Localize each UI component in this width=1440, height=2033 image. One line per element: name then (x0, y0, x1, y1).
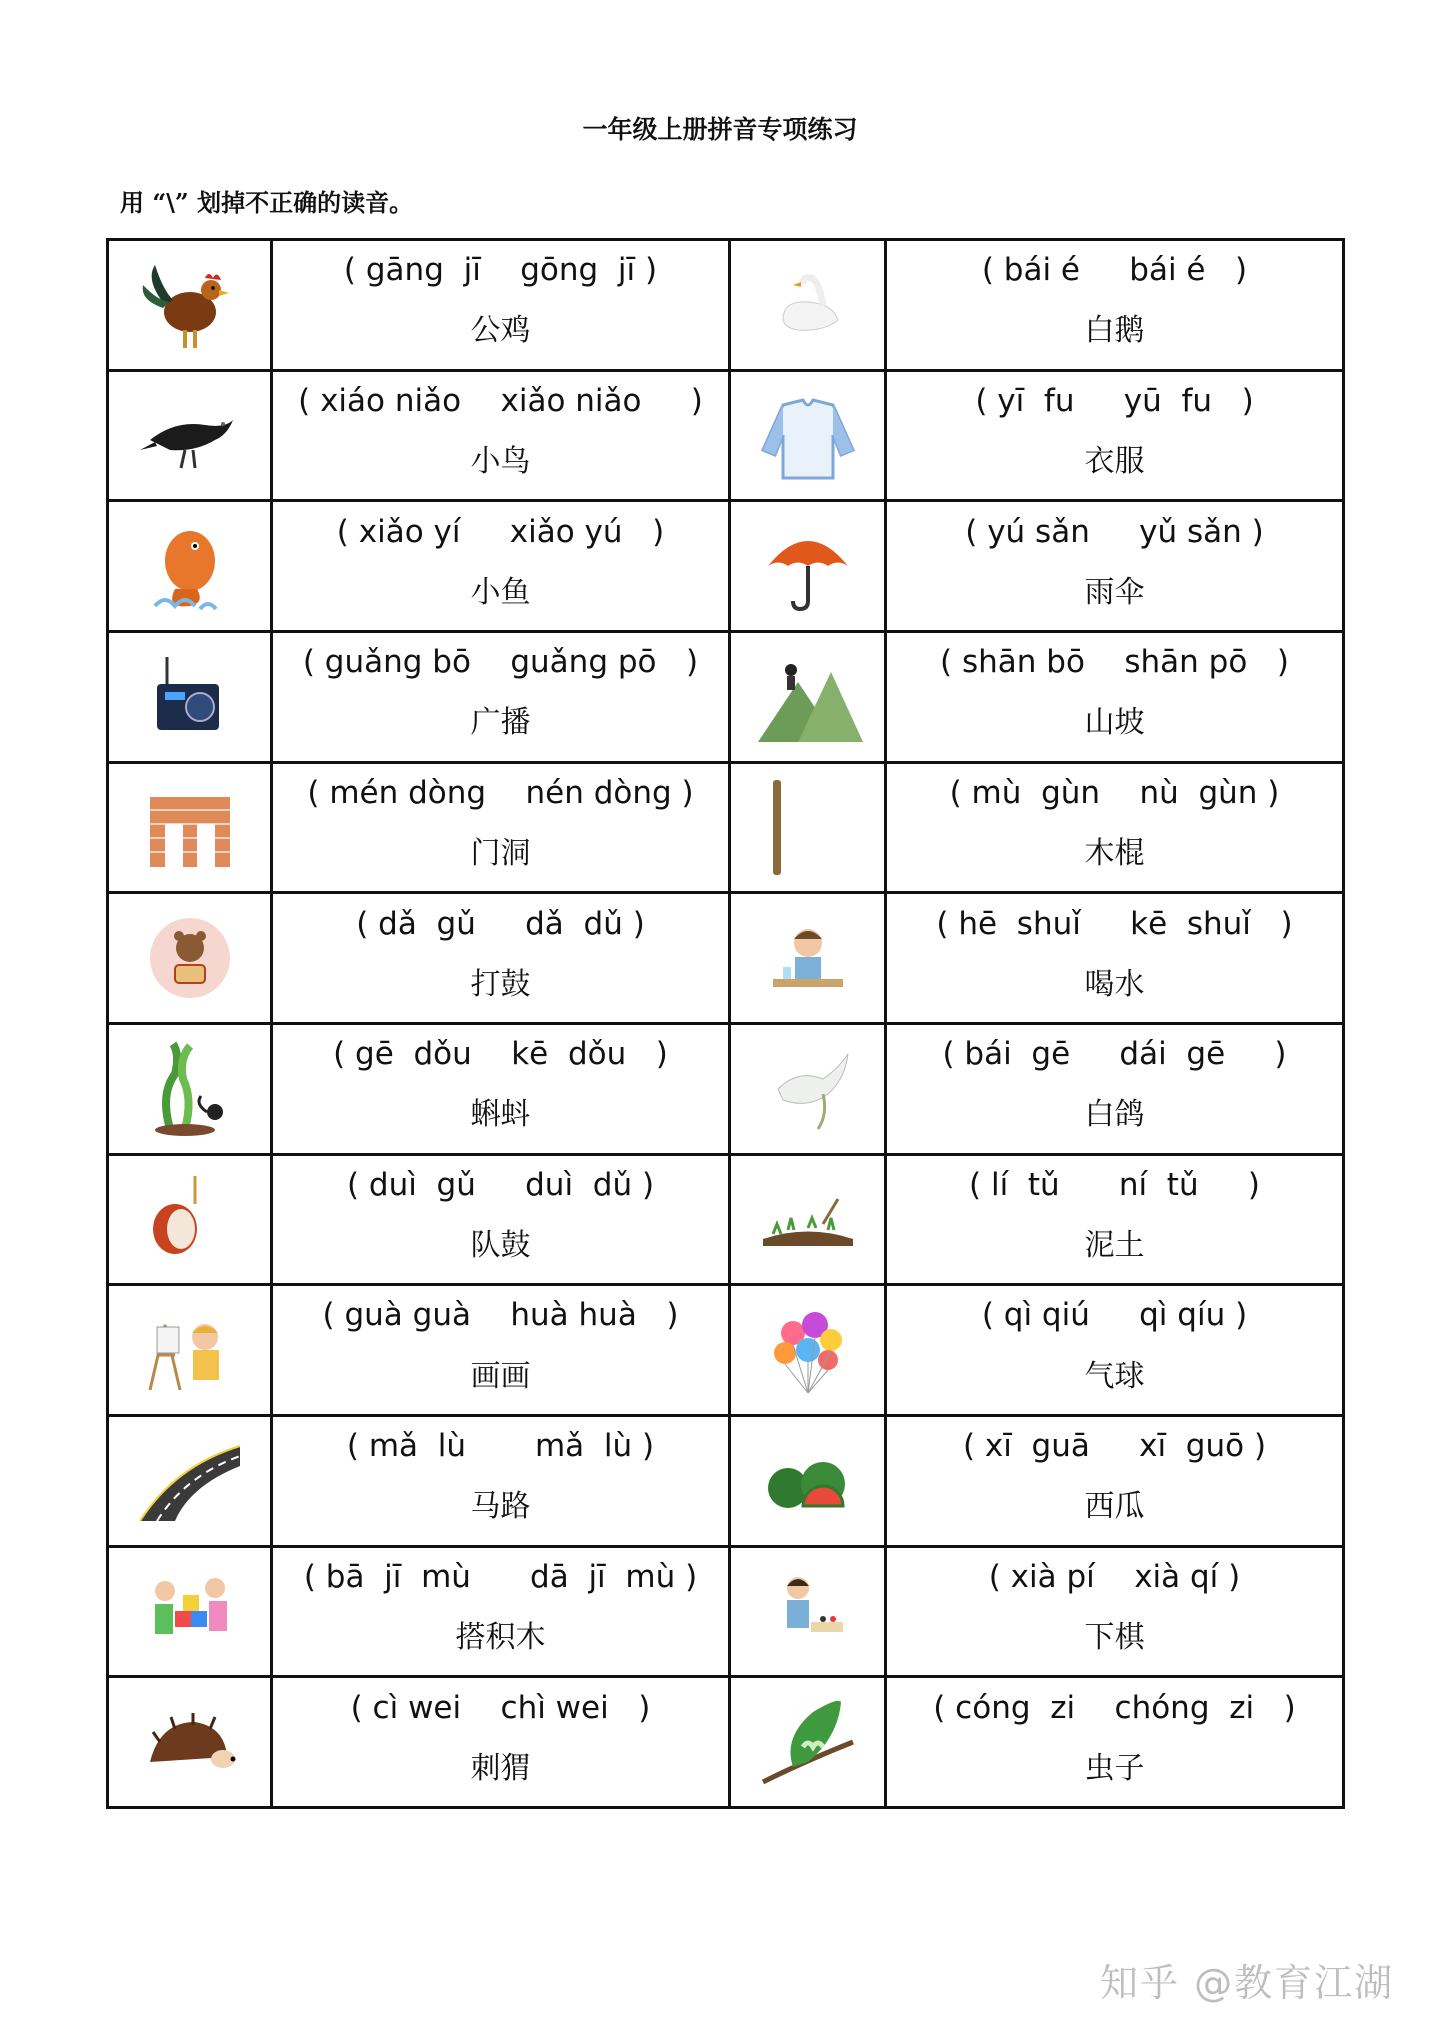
answer-cell (272, 240, 730, 371)
chinese-word: 雨伞 (1084, 574, 1145, 610)
picture-cell (108, 1677, 272, 1808)
soil-icon (753, 1164, 863, 1274)
picture-cell (730, 240, 886, 371)
pinyin-options[interactable]: ( qì qiú qì qíu ) (981, 1297, 1248, 1334)
radio-icon (135, 642, 245, 752)
shirt-icon (753, 380, 863, 490)
answer-cell (272, 501, 730, 632)
exercise-row (108, 1023, 1344, 1154)
pinyin-options[interactable]: ( hē shuǐ kē shuǐ ) (936, 905, 1293, 942)
answer-cell (886, 631, 1344, 762)
chinese-word: 衣服 (1084, 444, 1145, 480)
answer-cell (886, 240, 1344, 371)
chinese-word: 泥土 (1084, 1228, 1145, 1264)
chinese-word: 西瓜 (1084, 1489, 1145, 1525)
exercise-row (108, 240, 1344, 371)
answer-cell (272, 370, 730, 501)
pinyin-options[interactable]: ( yī fu yū fu ) (975, 382, 1254, 419)
chinese-word: 气球 (1084, 1358, 1145, 1394)
road-icon (135, 1426, 245, 1536)
drinking-boy-icon (753, 903, 863, 1013)
pinyin-options[interactable]: ( gē dǒu kē dǒu ) (333, 1036, 668, 1073)
answer-cell (886, 893, 1344, 1024)
picture-cell (108, 631, 272, 762)
picture-cell (730, 1546, 886, 1677)
pinyin-exercise-table (106, 238, 1345, 1809)
picture-cell (108, 1154, 272, 1285)
pinyin-options[interactable]: ( yú sǎn yǔ sǎn ) (965, 513, 1264, 550)
exercise-row (108, 1415, 1344, 1546)
picture-cell (730, 1285, 886, 1416)
answer-cell (272, 631, 730, 762)
exercise-row (108, 501, 1344, 632)
answer-cell (886, 1677, 1344, 1808)
pinyin-options[interactable]: ( xiǎo yí xiǎo yú ) (336, 513, 665, 550)
chess-player-icon (753, 1556, 863, 1666)
pinyin-options[interactable]: ( mù gùn nù gùn ) (949, 774, 1280, 811)
answer-cell (886, 1023, 1344, 1154)
picture-cell (730, 1023, 886, 1154)
picture-cell (108, 501, 272, 632)
answer-cell (886, 1546, 1344, 1677)
exercise-row (108, 631, 1344, 762)
watermelon-icon (753, 1426, 863, 1536)
picture-cell (730, 370, 886, 501)
pinyin-options[interactable]: ( cóng zi chóng zi ) (933, 1689, 1296, 1726)
pinyin-options[interactable]: ( xī guā xī guō ) (962, 1428, 1267, 1465)
swan-icon (753, 250, 863, 360)
chinese-word: 白鹅 (1084, 313, 1145, 349)
answer-cell (272, 1546, 730, 1677)
hedgehog-icon (135, 1687, 245, 1797)
chinese-word: 公鸡 (470, 313, 531, 349)
rooster-icon (135, 250, 245, 360)
chinese-word: 小鱼 (470, 574, 531, 610)
chinese-word: 搭积木 (455, 1619, 546, 1655)
fish-icon (135, 511, 245, 621)
picture-cell (108, 762, 272, 893)
chinese-word: 山坡 (1084, 705, 1145, 741)
answer-cell (886, 370, 1344, 501)
chinese-word: 打鼓 (470, 966, 531, 1002)
pinyin-options[interactable]: ( mén dòng nén dòng ) (307, 774, 694, 811)
exercise-row (108, 1285, 1344, 1416)
picture-cell (108, 1546, 272, 1677)
answer-cell (272, 762, 730, 893)
dove-icon (753, 1034, 863, 1144)
chinese-word: 广播 (470, 705, 531, 741)
pinyin-options[interactable]: ( guǎng bō guǎng pō ) (302, 644, 699, 681)
picture-cell (730, 893, 886, 1024)
crow-icon (135, 380, 245, 490)
picture-cell (730, 1677, 886, 1808)
exercise-row (108, 1546, 1344, 1677)
picture-cell (108, 1023, 272, 1154)
chinese-word: 队鼓 (470, 1228, 531, 1264)
pinyin-options[interactable]: ( guà guà huà huà ) (322, 1297, 679, 1334)
brick-arch-icon (135, 772, 245, 882)
pinyin-options[interactable]: ( dǎ gǔ dǎ dǔ ) (356, 905, 645, 942)
caterpillar-icon (753, 1687, 863, 1797)
painting-kid-icon (135, 1295, 245, 1405)
chinese-word: 刺猬 (470, 1750, 531, 1786)
answer-cell (886, 762, 1344, 893)
building-blocks-icon (135, 1556, 245, 1666)
pinyin-options[interactable]: ( lí tǔ ní tǔ ) (969, 1166, 1260, 1203)
answer-cell (272, 1023, 730, 1154)
pinyin-options[interactable]: ( gāng jī gōng jī ) (343, 252, 658, 289)
picture-cell (108, 893, 272, 1024)
stick-icon (753, 772, 863, 882)
answer-cell (886, 1285, 1344, 1416)
picture-cell (108, 1285, 272, 1416)
answer-cell (272, 1154, 730, 1285)
chinese-word: 画画 (470, 1358, 531, 1394)
umbrella-icon (753, 511, 863, 621)
instruction-text: 用 “\” 划掉不正确的读音。 (120, 188, 414, 217)
bear-drum-icon (135, 903, 245, 1013)
watermark: 知乎 @教育江湖 (1100, 1961, 1395, 2005)
picture-cell (108, 1415, 272, 1546)
chinese-word: 门洞 (470, 836, 531, 872)
picture-cell (730, 1415, 886, 1546)
exercise-row (108, 370, 1344, 501)
pinyin-options[interactable]: ( mǎ lù mǎ lù ) (346, 1428, 655, 1465)
exercise-row (108, 893, 1344, 1024)
answer-cell (886, 1154, 1344, 1285)
chinese-word: 虫子 (1084, 1750, 1145, 1786)
chinese-word: 马路 (470, 1489, 531, 1525)
exercise-row (108, 1677, 1344, 1808)
pinyin-options[interactable]: ( xiáo niǎo xiǎo niǎo ) (298, 382, 703, 419)
tadpole-icon (135, 1034, 245, 1144)
answer-cell (886, 1415, 1344, 1546)
picture-cell (730, 631, 886, 762)
chinese-word: 白鸽 (1084, 1097, 1145, 1133)
pinyin-options[interactable]: ( cì wei chì wei ) (350, 1689, 651, 1726)
picture-cell (730, 1154, 886, 1285)
pinyin-options[interactable]: ( shān bō shān pō ) (940, 644, 1289, 681)
pinyin-options[interactable]: ( xià pí xià qí ) (988, 1558, 1241, 1595)
picture-cell (108, 370, 272, 501)
pinyin-options[interactable]: ( bái gē dái gē ) (942, 1036, 1287, 1073)
chinese-word: 蝌蚪 (470, 1097, 531, 1133)
chinese-word: 下棋 (1084, 1619, 1145, 1655)
chinese-word: 喝水 (1084, 966, 1145, 1002)
page-title: 一年级上册拼音专项练习 (582, 115, 858, 144)
exercise-row (108, 762, 1344, 893)
picture-cell (730, 501, 886, 632)
drum-icon (135, 1164, 245, 1274)
answer-cell (272, 893, 730, 1024)
picture-cell (108, 240, 272, 371)
pinyin-options[interactable]: ( bái é bái é ) (981, 252, 1248, 289)
chinese-word: 木棍 (1084, 836, 1145, 872)
pinyin-options[interactable]: ( duì gǔ duì dǔ ) (346, 1166, 655, 1203)
answer-cell (272, 1677, 730, 1808)
chinese-word: 小鸟 (470, 444, 531, 480)
answer-cell (272, 1285, 730, 1416)
picture-cell (730, 762, 886, 893)
exercise-row (108, 1154, 1344, 1285)
hill-icon (753, 642, 863, 752)
pinyin-options[interactable]: ( bā jī mù dā jī mù ) (303, 1558, 698, 1595)
balloons-icon (753, 1295, 863, 1405)
answer-cell (272, 1415, 730, 1546)
answer-cell (886, 501, 1344, 632)
